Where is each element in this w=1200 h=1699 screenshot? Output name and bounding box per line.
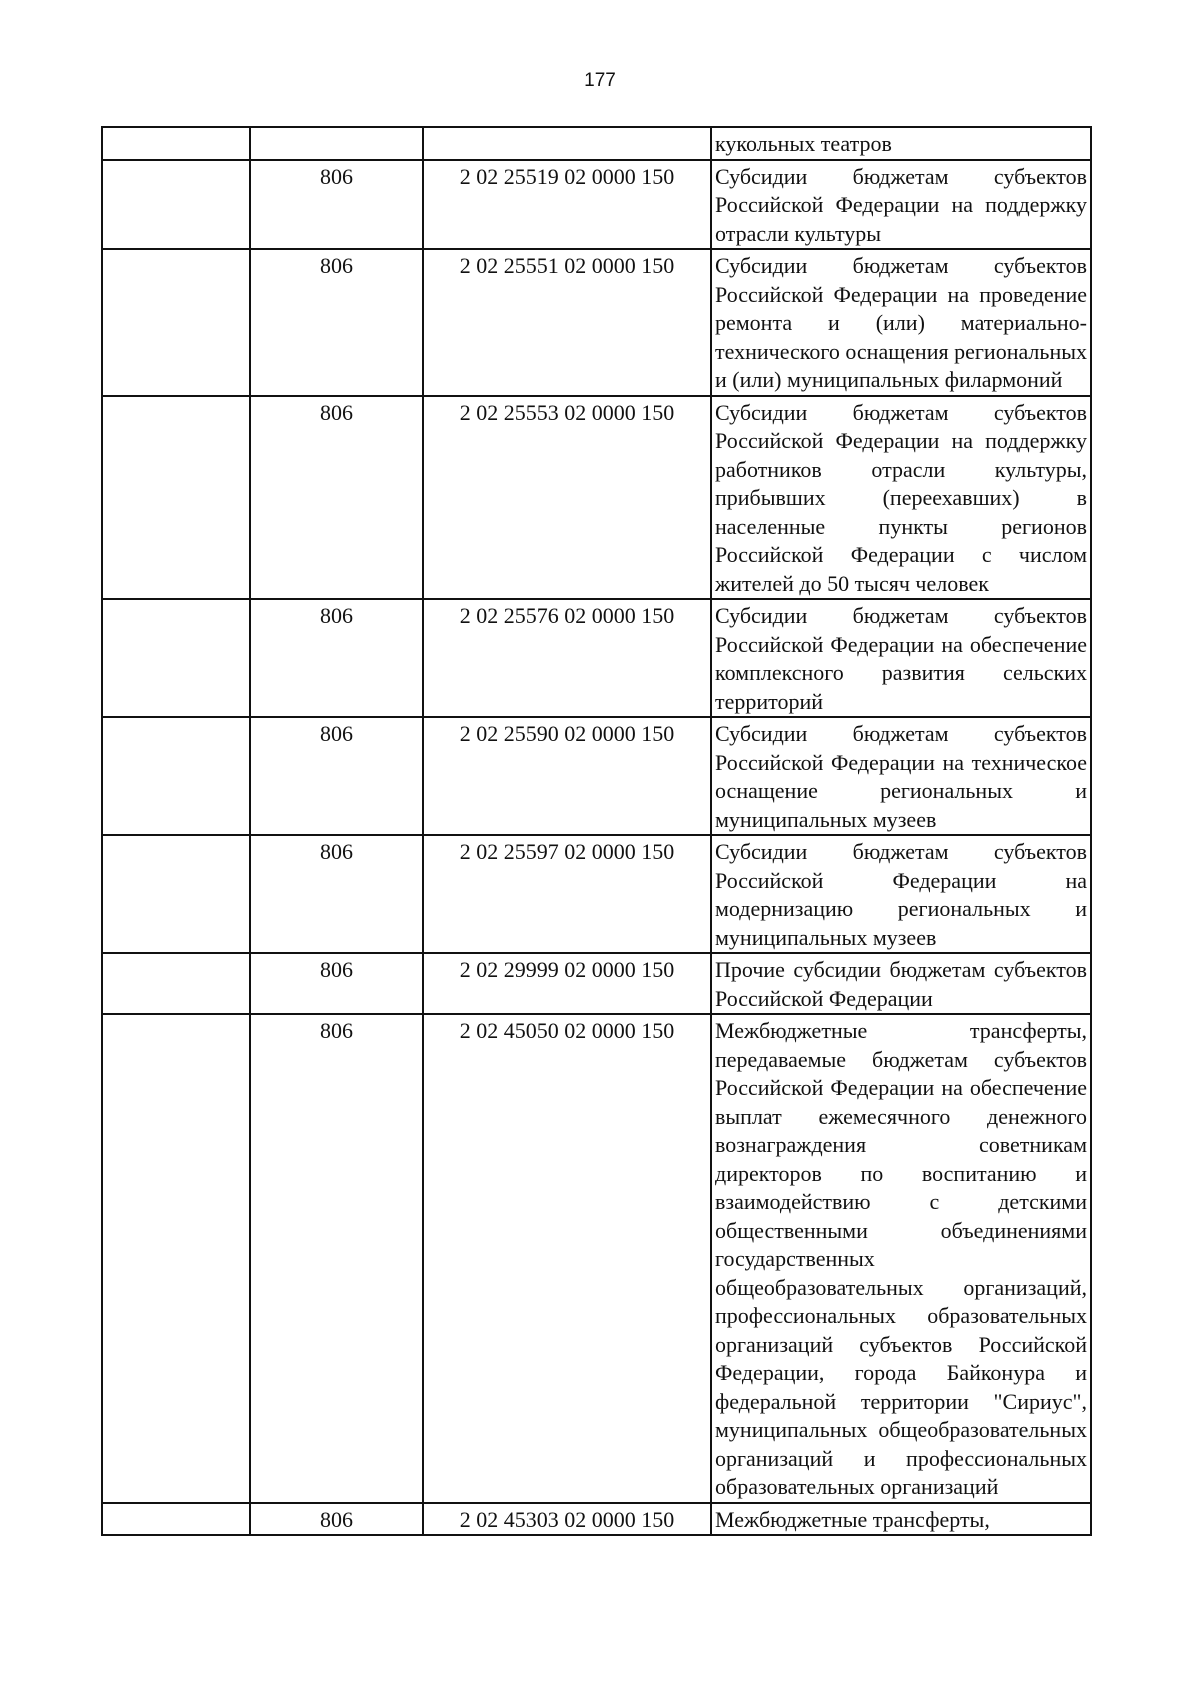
description-cell: кукольных театров <box>711 127 1091 160</box>
kbk-code-cell: 2 02 25597 02 0000 150 <box>423 835 711 953</box>
description-cell: Субсидии бюджетам субъектов Российской Федерации на поддержку отрасли культуры <box>711 160 1091 250</box>
description-cell: Субсидии бюджетам субъектов Российской Федерации на проведение ремонта и (или) материально-технического оснащения региональных и (или) муниципальных филармоний <box>711 249 1091 396</box>
page-number: 177 <box>584 70 616 91</box>
admin-code-cell: 806 <box>250 953 423 1014</box>
table-row <box>102 249 1091 396</box>
row-empty-cell <box>102 127 250 160</box>
admin-code-cell: 806 <box>250 1503 423 1536</box>
description-cell: Межбюджетные трансферты, <box>711 1503 1091 1536</box>
table-row <box>102 599 1091 717</box>
admin-code-cell: 806 <box>250 717 423 835</box>
row-empty-cell <box>102 396 250 600</box>
table-row <box>102 127 1091 160</box>
table-row <box>102 835 1091 953</box>
row-empty-cell <box>102 599 250 717</box>
admin-code-cell: 806 <box>250 160 423 250</box>
row-empty-cell <box>102 160 250 250</box>
description-cell: Межбюджетные трансферты, передаваемые бюджетам субъектов Российской Федерации на обеспечение выплат ежемесячного денежного вознаграждения советникам директоров по воспитанию и взаимодействию с детскими общественными объединениями государственных общеобразовательных организаций, профессиональных образовательных организаций субъектов Российской Федерации, города Байконура и федеральной территории "Сириус", муниципальных общеобразовательных организаций и профессиональных образовательных организаций <box>711 1014 1091 1503</box>
kbk-code-cell: 2 02 25590 02 0000 150 <box>423 717 711 835</box>
row-empty-cell <box>102 1503 250 1536</box>
kbk-code-cell: 2 02 45303 02 0000 150 <box>423 1503 711 1536</box>
table-row <box>102 1014 1091 1503</box>
description-cell: Субсидии бюджетам субъектов Российской Федерации на поддержку работников отрасли культуры, прибывших (переехавших) в населенные пункты регионов Российской Федерации с числом жителей до 50 тысяч человек <box>711 396 1091 600</box>
row-empty-cell <box>102 1014 250 1503</box>
table-row <box>102 953 1091 1014</box>
kbk-code-cell: 2 02 25551 02 0000 150 <box>423 249 711 396</box>
admin-code-cell: 806 <box>250 599 423 717</box>
row-empty-cell <box>102 717 250 835</box>
kbk-code-cell <box>423 127 711 160</box>
kbk-code-cell: 2 02 25553 02 0000 150 <box>423 396 711 600</box>
budget-table <box>101 126 1092 1536</box>
table-row <box>102 396 1091 600</box>
kbk-code-cell: 2 02 25519 02 0000 150 <box>423 160 711 250</box>
admin-code-cell: 806 <box>250 1014 423 1503</box>
description-cell: Субсидии бюджетам субъектов Российской Федерации на модернизацию региональных и муниципальных музеев <box>711 835 1091 953</box>
kbk-code-cell: 2 02 29999 02 0000 150 <box>423 953 711 1014</box>
description-cell: Прочие субсидии бюджетам субъектов Российской Федерации <box>711 953 1091 1014</box>
admin-code-cell <box>250 127 423 160</box>
kbk-code-cell: 2 02 45050 02 0000 150 <box>423 1014 711 1503</box>
admin-code-cell: 806 <box>250 835 423 953</box>
admin-code-cell: 806 <box>250 249 423 396</box>
row-empty-cell <box>102 835 250 953</box>
table-row <box>102 1503 1091 1536</box>
description-cell: Субсидии бюджетам субъектов Российской Федерации на техническое оснащение региональных и муниципальных музеев <box>711 717 1091 835</box>
row-empty-cell <box>102 953 250 1014</box>
description-cell: Субсидии бюджетам субъектов Российской Федерации на обеспечение комплексного развития сельских территорий <box>711 599 1091 717</box>
table-row <box>102 717 1091 835</box>
row-empty-cell <box>102 249 250 396</box>
table-row <box>102 160 1091 250</box>
admin-code-cell: 806 <box>250 396 423 600</box>
kbk-code-cell: 2 02 25576 02 0000 150 <box>423 599 711 717</box>
